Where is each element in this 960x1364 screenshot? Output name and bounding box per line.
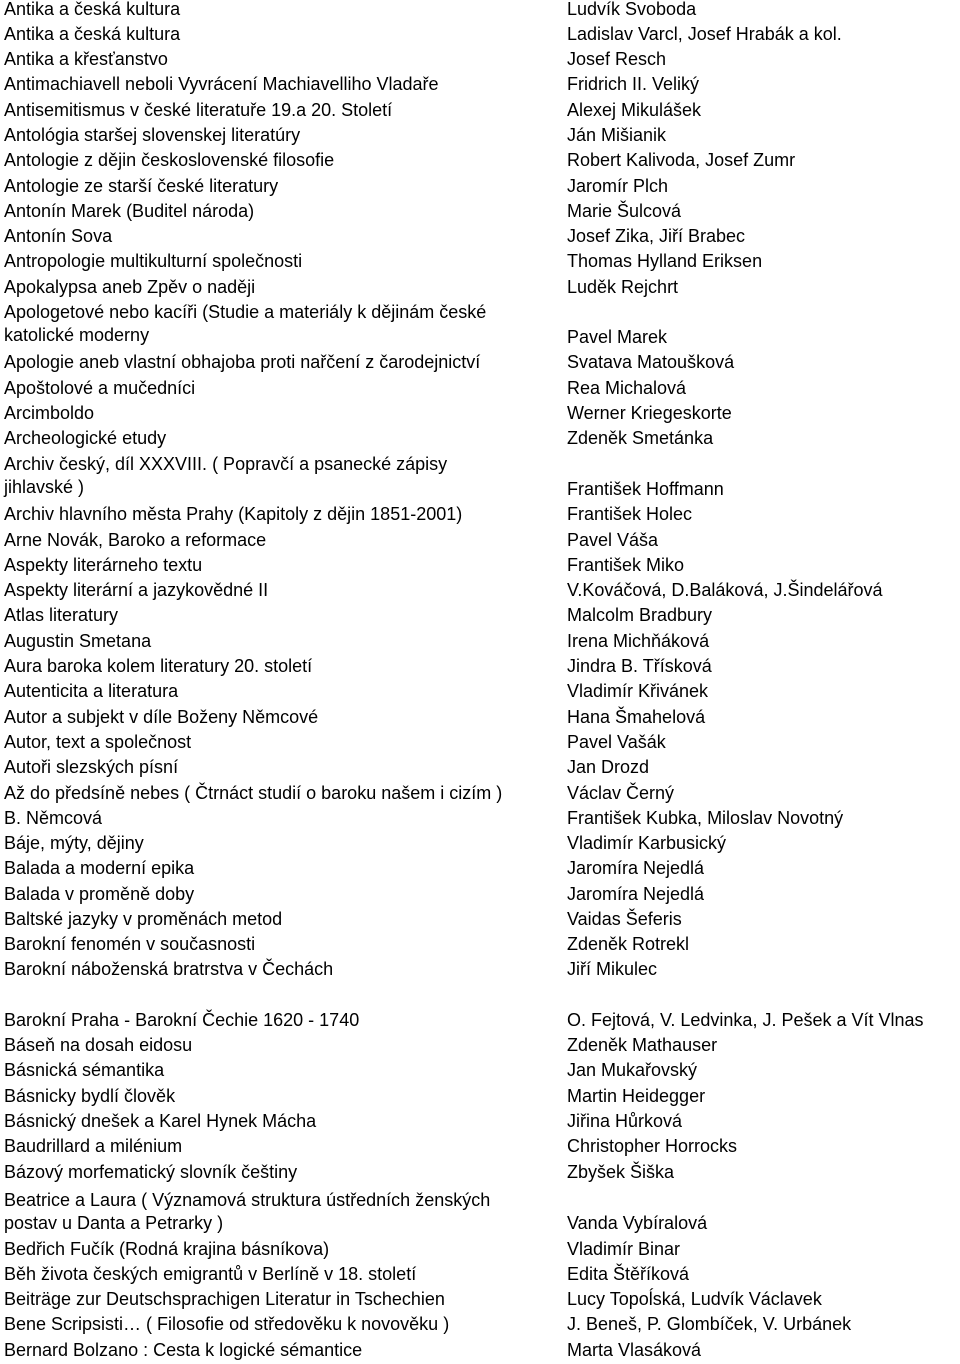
- book-author: Vladimír Karbusický: [567, 833, 727, 853]
- book-author: Lucy Topoĺská, Ludvík Václavek: [567, 1289, 822, 1309]
- book-title: Antropologie multikulturní společnosti: [4, 251, 303, 271]
- book-title: Antika a křesťanstvo: [4, 49, 168, 69]
- book-author: Luděk Rejchrt: [567, 277, 679, 297]
- book-author: Pavel Vašák: [567, 732, 666, 752]
- book-title: Autoři slezských písní: [4, 757, 179, 777]
- book-author: Hana Šmahelová: [567, 707, 706, 727]
- book-title-continuation: katolické moderny: [4, 325, 150, 345]
- book-title: Apoštolové a mučedníci: [4, 378, 196, 398]
- book-author: Jaromíra Nejedlá: [567, 858, 705, 878]
- book-author: Alexej Mikulášek: [567, 100, 702, 120]
- book-author: František Miko: [567, 555, 685, 575]
- book-title: Beiträge zur Deutschsprachigen Literatur in Tschechien: [4, 1289, 445, 1309]
- book-author: Jan Mukařovský: [567, 1060, 698, 1080]
- book-title: Báje, mýty, dějiny: [4, 833, 144, 853]
- book-title: Až do předsíně nebes ( Čtrnáct studií o baroku našem i cizím ): [4, 783, 503, 803]
- book-title: Antika a česká kultura: [4, 0, 181, 19]
- book-author: Jindra B. Třísková: [567, 656, 712, 676]
- book-author: Svatava Matoušková: [567, 352, 735, 372]
- book-author: Ladislav Varcl, Josef Hrabák a kol.: [567, 24, 842, 44]
- book-title: Balada a moderní epika: [4, 858, 195, 878]
- book-title: Beatrice a Laura ( Významová struktura ústředních ženských: [4, 1190, 491, 1210]
- book-title: Baudrillard a milénium: [4, 1136, 183, 1156]
- book-author: Vladimír Binar: [567, 1239, 681, 1259]
- book-title: Básnický dnešek a Karel Hynek Mácha: [4, 1111, 317, 1131]
- book-author: Werner Kriegeskorte: [567, 403, 732, 423]
- book-title: Antisemitismus v české literatuře 19.a 20. Století: [4, 100, 393, 120]
- book-title: Atlas literatury: [4, 605, 119, 625]
- book-title: Básnická sémantika: [4, 1060, 165, 1080]
- book-title: Aspekty literárneho textu: [4, 555, 203, 575]
- book-author: Jaromíra Nejedlá: [567, 884, 705, 904]
- book-title: Antonín Marek (Buditel národa): [4, 201, 255, 221]
- book-author: Edita Štěříková: [567, 1264, 690, 1284]
- book-title: Bedřich Fučík (Rodná krajina básníkova): [4, 1239, 330, 1259]
- book-title: Bernard Bolzano : Cesta k logické sémantice: [4, 1340, 363, 1360]
- book-author: Marie Šulcová: [567, 201, 682, 221]
- book-author: František Holec: [567, 504, 693, 524]
- book-title: Antologie ze starší české literatury: [4, 176, 279, 196]
- book-title: Archiv český, díl XXXVIII. ( Popravčí a psanecké zápisy: [4, 454, 448, 474]
- book-title: Autor a subjekt v díle Boženy Němcové: [4, 707, 319, 727]
- book-author: František Hoffmann: [567, 479, 724, 499]
- book-title: Barokní fenomén v současnosti: [4, 934, 256, 954]
- book-author: Rea Michalová: [567, 378, 687, 398]
- book-author: Václav Černý: [567, 783, 675, 803]
- book-title: Arcimboldo: [4, 403, 95, 423]
- book-author: Zdeněk Mathauser: [567, 1035, 718, 1055]
- book-author: Martin Heidegger: [567, 1086, 706, 1106]
- book-author: Christopher Horrocks: [567, 1136, 738, 1156]
- book-title: Básnicky bydlí člověk: [4, 1086, 176, 1106]
- book-author: Ludvík Svoboda: [567, 0, 697, 19]
- book-author: Irena Michňáková: [567, 631, 710, 651]
- book-title: Arne Novák, Baroko a reformace: [4, 530, 267, 550]
- book-author: Zbyšek Šiška: [567, 1162, 675, 1182]
- book-author: J. Beneš, P. Glombíček, V. Urbánek: [567, 1314, 852, 1334]
- book-title: Apologetové nebo kacíři (Studie a materiály k dějinám české: [4, 302, 487, 322]
- book-author: Zdeněk Smetánka: [567, 428, 714, 448]
- book-title: Antika a česká kultura: [4, 24, 181, 44]
- book-title: Apokalypsa aneb Zpěv o naději: [4, 277, 256, 297]
- book-author: Thomas Hylland Eriksen: [567, 251, 763, 271]
- book-author: Jan Drozd: [567, 757, 650, 777]
- book-author: O. Fejtová, V. Ledvinka, J. Pešek a Vít Vlnas: [567, 1010, 924, 1030]
- book-author: Josef Resch: [567, 49, 667, 69]
- book-author: Vaidas Šeferis: [567, 909, 682, 929]
- book-title: Běh života českých emigrantů v Berlíně v 18. století: [4, 1264, 417, 1284]
- book-title: Autor, text a společnost: [4, 732, 192, 752]
- book-title: Apologie aneb vlastní obhajoba proti nařčení z čarodejnictví: [4, 352, 481, 372]
- book-title: Bene Scripsisti… ( Filosofie od středověku k novověku ): [4, 1314, 450, 1334]
- book-author: Josef Zika, Jiří Brabec: [567, 226, 746, 246]
- book-title: Antimachiavell neboli Vyvrácení Machiavelliho Vladaře: [4, 74, 439, 94]
- book-title: Archiv hlavního města Prahy (Kapitoly z dějin 1851-2001): [4, 504, 463, 524]
- book-title: Báseň na dosah eidosu: [4, 1035, 193, 1055]
- book-author: Pavel Váša: [567, 530, 659, 550]
- book-author: Jiří Mikulec: [567, 959, 658, 979]
- book-title-continuation: jihlavské ): [4, 477, 85, 497]
- book-author: Zdeněk Rotrekl: [567, 934, 690, 954]
- book-title-continuation: postav u Danta a Petrarky ): [4, 1213, 224, 1233]
- book-author: Vanda Vybíralová: [567, 1213, 708, 1233]
- book-title: Aspekty literární a jazykovědné II: [4, 580, 269, 600]
- book-title: B. Němcová: [4, 808, 103, 828]
- book-author: Fridrich II. Veliký: [567, 74, 700, 94]
- book-title: Antonín Sova: [4, 226, 113, 246]
- book-author: František Kubka, Miloslav Novotný: [567, 808, 844, 828]
- book-title: Baltské jazyky v proměnách metod: [4, 909, 283, 929]
- book-author: Ján Mišianik: [567, 125, 667, 145]
- book-title: Barokní Praha - Barokní Čechie 1620 - 1740: [4, 1010, 360, 1030]
- book-title: Balada v proměně doby: [4, 884, 195, 904]
- book-title: Barokní náboženská bratrstva v Čechách: [4, 959, 334, 979]
- book-author: Malcolm Bradbury: [567, 605, 713, 625]
- book-title: Autenticita a literatura: [4, 681, 179, 701]
- book-author: Jaromír Plch: [567, 176, 669, 196]
- book-author: Pavel Marek: [567, 327, 668, 347]
- book-author: Vladimír Křivánek: [567, 681, 709, 701]
- book-title: Antologie z dějin československé filosofie: [4, 150, 335, 170]
- book-title: Augustin Smetana: [4, 631, 152, 651]
- book-author: Marta Vlasáková: [567, 1340, 702, 1360]
- book-author: V.Kováčová, D.Baláková, J.Šindelářová: [567, 580, 883, 600]
- book-author: Robert Kalivoda, Josef Zumr: [567, 150, 796, 170]
- book-title: Bázový morfematický slovník češtiny: [4, 1162, 298, 1182]
- book-title: Aura baroka kolem literatury 20. století: [4, 656, 313, 676]
- book-title: Archeologické etudy: [4, 428, 167, 448]
- book-title: Antológia staršej slovenskej literatúry: [4, 125, 301, 145]
- book-author: Jiřina Hůrková: [567, 1111, 683, 1131]
